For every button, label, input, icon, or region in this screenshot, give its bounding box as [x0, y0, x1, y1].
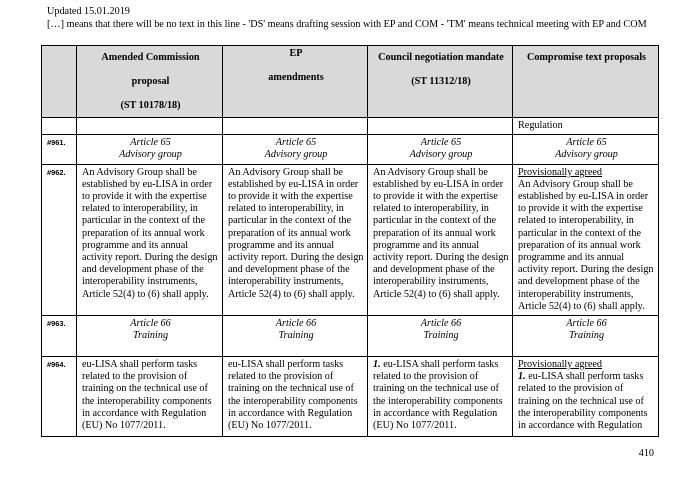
table-row: [42, 316, 659, 357]
row-number: #962.: [42, 164, 77, 315]
article-heading: Article 65 Advisory group: [223, 135, 368, 164]
cell-text: Provisionally agreed 1. eu-LISA shall perform tasks related to the provision of training on the technical use of the interoperability components in accordance with Regulation: [513, 357, 659, 437]
table-row: [42, 164, 659, 315]
table-row: [42, 135, 659, 164]
table-row: [42, 357, 659, 437]
header-ep-amendments: EP amendments: [223, 46, 368, 118]
updated-date: Updated 15.01.2019: [47, 6, 130, 17]
page-number: 410: [638, 448, 654, 459]
row-number: #964.: [42, 357, 77, 437]
legend-note: […] means that there will be no text in this line - 'DS' means drafting session with EP and COM - 'TM' means technical meeting with EP and COM: [47, 18, 647, 30]
header-amended-commission: Amended Commission proposal (ST 10178/18): [77, 46, 223, 118]
table-row: [42, 118, 659, 135]
header-row: [42, 46, 659, 118]
header-council-mandate: Council negotiation mandate (ST 11312/18): [368, 46, 513, 118]
carry-over-text: Regulation: [513, 118, 659, 135]
article-heading: Article 66 Training: [368, 316, 513, 357]
article-heading: Article 65 Advisory group: [77, 135, 223, 164]
comparison-table: [41, 45, 659, 437]
cell-text: Provisionally agreed An Advisory Group shall be established by eu-LISA in order to provide it with the expertise related to interoperability, in particular in the context of the preparation of its annual work programme and its annual activity report. During the design and development phase of the interoperability instruments, Article 52(4) to (6) shall apply.: [513, 164, 659, 315]
document-header: [47, 6, 647, 31]
article-heading: Article 66 Training: [77, 316, 223, 357]
row-number: #961.: [42, 135, 77, 164]
provisionally-agreed-label: Provisionally agreed: [518, 359, 603, 371]
article-heading: Article 65 Advisory group: [368, 135, 513, 164]
cell-text: An Advisory Group shall be established by eu-LISA in order to provide it with the expertise related to interoperability, in particular in the context of the preparation of its annual work programme and its annual activity report. During the design and development phase of the interoperability instruments, Article 52(4) to (6) shall apply.: [368, 164, 513, 315]
row-number: #963.: [42, 316, 77, 357]
article-heading: Article 66 Training: [513, 316, 659, 357]
cell-text: eu-LISA shall perform tasks related to the provision of training on the technical use of the interoperability components in accordance with Regulation (EU) No 1077/2011.: [77, 357, 223, 437]
article-heading: Article 66 Training: [223, 316, 368, 357]
cell-text: 1. eu-LISA shall perform tasks related to the provision of training on the technical use of the interoperability components in accordance with Regulation (EU) No 1077/2011.: [368, 357, 513, 437]
cell-text: An Advisory Group shall be established by eu-LISA in order to provide it with the expertise related to interoperability, in particular in the context of the preparation of its annual work programme and its annual activity report. During the design and development phase of the interoperability instruments, Article 52(4) to (6) shall apply.: [77, 164, 223, 315]
cell-text: eu-LISA shall perform tasks related to the provision of training on the technical use of the interoperability components in accordance with Regulation (EU) No 1077/2011.: [223, 357, 368, 437]
cell-text: An Advisory Group shall be established by eu-LISA in order to provide it with the expertise related to interoperability, in particular in the context of the preparation of its annual work programme and its annual activity report. During the design and development phase of the interoperability instruments, Article 52(4) to (6) shall apply.: [223, 164, 368, 315]
provisionally-agreed-label: Provisionally agreed: [518, 166, 603, 178]
article-heading: Article 65 Advisory group: [513, 135, 659, 164]
header-empty: [42, 46, 77, 118]
header-compromise: Compromise text proposals: [513, 46, 659, 118]
